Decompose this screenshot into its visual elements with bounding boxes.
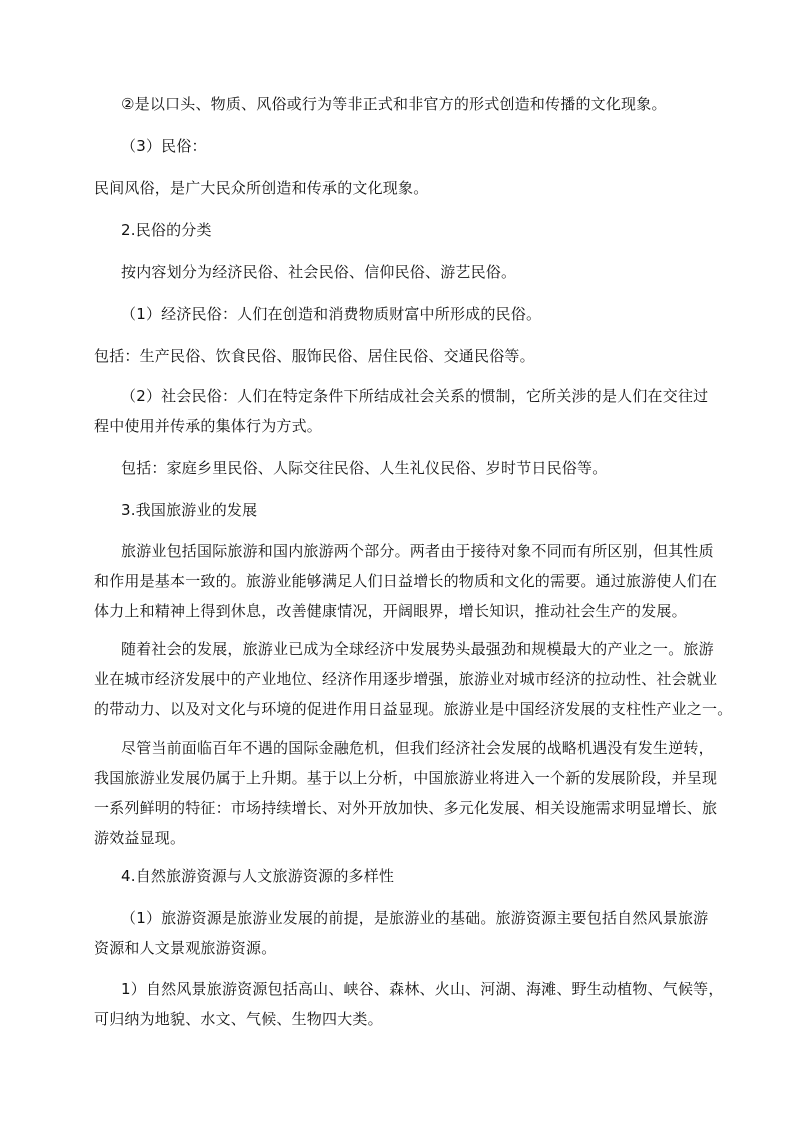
- paragraph-line: 尽管当前面临百年不遇的国际金融危机，但我们经济社会发展的战略机遇没有发生逆转，: [121, 739, 714, 757]
- paragraph-line: 游效益显现。: [94, 829, 186, 847]
- paragraph-line: 的带动力、以及对文化与环境的促进作用日益显现。旅游业是中国经济发展的支柱性产业之一。: [94, 700, 733, 718]
- paragraph-line: （1）旅游资源是旅游业发展的前提，是旅游业的基础。旅游资源主要包括自然风景旅游: [121, 909, 709, 927]
- paragraph-tourism-resources-basis: [94, 903, 714, 963]
- heading-folk-custom: （3）民俗：: [121, 137, 207, 155]
- paragraph-line: （2）社会民俗：人们在特定条件下所结成社会关系的惯制，它所关涉的是人们在交往过: [121, 387, 709, 405]
- paragraph-social-custom: [94, 381, 714, 441]
- paragraph-line: 可归纳为地貌、水文、气候、生物四大类。: [94, 1010, 383, 1028]
- paragraph-tourism-outlook: [94, 733, 718, 853]
- paragraph-line: 体力上和精神上得到休息，改善健康情况，开阔眼界，增长知识，推动社会生产的发展。: [94, 602, 687, 620]
- paragraph-economic-custom: （1）经济民俗：人们在创造和消费物质财富中所形成的民俗。: [121, 305, 542, 323]
- paragraph-classification-summary: 按内容划分为经济民俗、社会民俗、信仰民俗、游艺民俗。: [121, 263, 517, 281]
- paragraph-line: 随着社会的发展，旅游业已成为全球经济中发展势头最强劲和规模最大的产业之一。旅游: [121, 640, 714, 658]
- paragraph-economic-custom-examples: 包括：生产民俗、饮食民俗、服饰民俗、居住民俗、交通民俗等。: [94, 347, 535, 365]
- paragraph-folk-custom-definition: 民间风俗，是广大民众所创造和传承的文化现象。: [94, 179, 429, 197]
- paragraph-line: 旅游业包括国际旅游和国内旅游两个部分。两者由于接待对象不同而有所区别，但其性质: [121, 542, 714, 560]
- paragraph-line: 我国旅游业发展仍属于上升期。基于以上分析，中国旅游业将进入一个新的发展阶段，并呈现: [94, 769, 718, 787]
- paragraph-line: 程中使用并传承的集体行为方式。: [94, 417, 323, 435]
- section-heading-tourism-development: 3.我国旅游业的发展: [121, 501, 258, 519]
- paragraph-line: 和作用是基本一致的。旅游业能够满足人们日益增长的物质和文化的需要。通过旅游使人们在: [94, 572, 718, 590]
- paragraph-natural-resources: [94, 974, 724, 1034]
- paragraph-line: 一系列鲜明的特征：市场持续增长、对外开放加快、多元化发展、相关设施需求明显增长、旅: [94, 799, 718, 817]
- section-heading-custom-classification: 2.民俗的分类: [121, 221, 212, 239]
- section-heading-tourism-resources: 4.自然旅游资源与人文旅游资源的多样性: [121, 867, 395, 885]
- paragraph-social-custom-examples: 包括：家庭乡里民俗、人际交往民俗、人生礼仪民俗、岁时节日民俗等。: [121, 459, 608, 477]
- paragraph-intangible-heritage-definition: ②是以口头、物质、风俗或行为等非正式和非官方的形式创造和传播的文化现象。: [121, 95, 667, 113]
- paragraph-tourism-composition: [94, 536, 718, 626]
- paragraph-tourism-industry-role: [94, 634, 733, 724]
- paragraph-line: 资源和人文景观旅游资源。: [94, 939, 277, 957]
- paragraph-line: 1）自然风景旅游资源包括高山、峡谷、森林、火山、河湖、海滩、野生动植物、气候等，: [121, 980, 724, 998]
- paragraph-line: 业在城市经济发展中的产业地位、经济作用逐步增强，旅游业对城市经济的拉动性、社会就业: [94, 670, 718, 688]
